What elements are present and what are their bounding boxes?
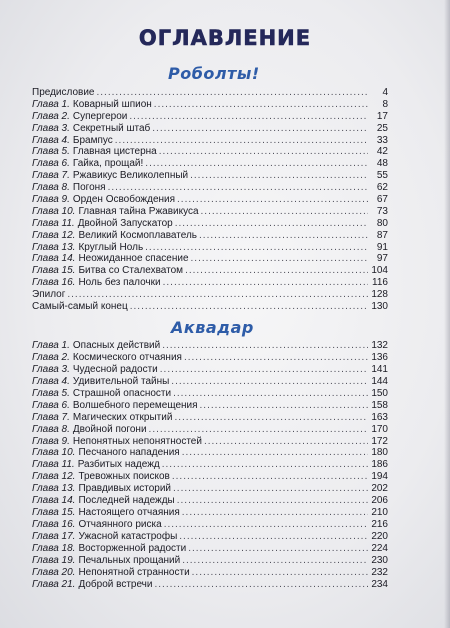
toc-entry: [32, 579, 388, 591]
toc-entry-chapter-number: Глава 2.: [32, 110, 70, 122]
toc-leader-dots: [173, 388, 368, 400]
toc-leader-dots: [129, 111, 368, 123]
toc-entry-title: [32, 567, 190, 579]
toc-entry-title: [32, 265, 183, 277]
toc-page-number: 104: [371, 265, 388, 277]
toc-entry-title: [32, 424, 147, 436]
toc-entry-name: Орден Освобождения: [72, 194, 176, 206]
toc-entry-chapter-number: Глава 7.: [32, 170, 70, 182]
toc-page-number: 194: [371, 471, 388, 483]
toc-entry-chapter-number: Глава 9.: [32, 194, 70, 206]
toc-page-number: 33: [376, 134, 388, 146]
toc-entry-name: Чудесной радости: [72, 363, 158, 375]
toc-entry: [32, 182, 388, 194]
toc-entry-title: [32, 289, 65, 301]
toc-entry: [32, 206, 388, 218]
toc-leader-dots: [115, 135, 368, 147]
toc-entry: [32, 352, 388, 364]
toc-entry-chapter-number: Глава 19.: [32, 554, 76, 566]
toc-entry: [32, 459, 388, 471]
toc-entry: [32, 289, 388, 301]
toc-leader-dots: [188, 543, 368, 555]
toc-entry: [32, 265, 388, 277]
toc-leader-dots: [152, 123, 368, 135]
toc-entry-chapter-number: Глава 5.: [32, 387, 70, 399]
toc-page-number: 220: [371, 531, 388, 542]
toc-entry: [32, 218, 388, 230]
toc-entry-name: Двойной погони: [72, 423, 147, 435]
toc-leader-dots: [159, 146, 368, 158]
toc-entry-name: Удивительной тайны: [72, 375, 170, 387]
toc-entry: [32, 277, 388, 289]
toc-entry-title: [32, 277, 161, 289]
toc-entry-chapter-number: Глава 14.: [32, 495, 76, 507]
toc-entry-name: Волшебного перемещения: [72, 399, 198, 411]
toc-page-number: 202: [371, 483, 388, 495]
toc-entry-title: [32, 400, 198, 412]
toc-entry-name: Отчаянного риска: [78, 519, 162, 531]
toc-page-number: 80: [376, 217, 388, 229]
section-title-robolts: Роболты!: [168, 64, 260, 83]
toc-entry-chapter-number: Глава 10.: [32, 447, 76, 459]
toc-leader-dots: [162, 459, 368, 471]
toc-page-number: 234: [371, 578, 388, 590]
toc-entry-title: [32, 471, 170, 483]
toc-page-number: 186: [371, 459, 388, 471]
toc-page-number: 158: [371, 399, 388, 411]
toc-entry-title: [32, 135, 113, 147]
toc-entry: [32, 447, 388, 459]
toc-leader-dots: [171, 376, 368, 388]
toc-page-number: 170: [371, 423, 388, 435]
toc-page-number: 97: [376, 253, 388, 265]
toc-page-number: 62: [376, 182, 388, 194]
toc-entry: [32, 567, 388, 579]
toc-leader-dots: [204, 436, 368, 448]
toc-entry: [32, 412, 388, 424]
toc-entry: [32, 436, 388, 448]
toc-entry-title: [32, 182, 106, 194]
toc-entry: [32, 242, 388, 254]
toc-entry-name: Коварный шпион: [72, 98, 152, 110]
toc-leader-dots: [182, 507, 368, 519]
toc-entry-title: [32, 388, 171, 400]
toc-leader-dots: [108, 182, 368, 194]
toc-entry-title: [32, 194, 175, 206]
toc-entry-name: Самый-самый конец: [32, 301, 128, 313]
toc-page-number: 17: [376, 110, 388, 122]
toc-entry-name: Главная цистерна: [72, 146, 157, 158]
toc-page-number: 180: [371, 447, 388, 459]
section-title-akvadar: Аквадар: [171, 318, 254, 337]
toc-leader-dots: [67, 289, 368, 301]
toc-leader-dots: [154, 99, 368, 111]
toc-leader-dots: [199, 230, 368, 242]
toc-entry-title: [32, 218, 173, 230]
toc-page-number: 230: [371, 554, 388, 566]
toc-entry-chapter-number: Глава 8.: [32, 182, 70, 194]
toc-entry: [32, 364, 388, 376]
toc-entry: [32, 194, 388, 206]
toc-entry-name: Последней надежды: [78, 495, 175, 507]
toc-entry-title: [32, 495, 175, 507]
toc-entry-title: [32, 170, 188, 182]
toc-entry-chapter-number: Глава 13.: [32, 483, 76, 495]
toc-leader-dots: [145, 158, 368, 170]
toc-leader-dots: [162, 340, 368, 352]
toc-entry-name: Непонятных непонятностей: [72, 435, 202, 447]
toc-page-number: 132: [371, 340, 388, 351]
toc-page-number: 42: [376, 146, 388, 158]
toc-page-number: 136: [371, 351, 388, 363]
toc-entry-name: Магических открытий: [72, 411, 173, 423]
toc-entry: [32, 400, 388, 412]
toc-leader-dots: [177, 194, 368, 206]
toc-entry: [32, 111, 388, 123]
toc-entry-chapter-number: Глава 7.: [32, 411, 70, 423]
toc-page-number: 172: [371, 435, 388, 447]
toc-page-number: 210: [371, 507, 388, 519]
toc-leader-dots: [145, 242, 368, 254]
toc-entry-name: Ноль без палочки: [78, 277, 161, 289]
toc-entry-name: Круглый Ноль: [78, 241, 144, 253]
toc-entry: [32, 376, 388, 388]
toc-entry-name: Непонятной странности: [78, 566, 190, 578]
toc-entry-chapter-number: Глава 4.: [32, 375, 70, 387]
toc-entry-title: [32, 459, 160, 471]
toc-page-number: 141: [371, 363, 388, 375]
toc-page-number: 8: [382, 98, 388, 110]
toc-entry: [32, 483, 388, 495]
toc-leader-dots: [130, 301, 368, 313]
toc-entry-chapter-number: Глава 6.: [32, 399, 70, 411]
toc-entry-title: [32, 206, 199, 218]
toc-leader-dots: [182, 555, 368, 567]
toc-entry-title: [32, 555, 180, 567]
toc-entry: [32, 424, 388, 436]
toc-entry-name: Ужасной катастрофы: [78, 531, 178, 542]
toc-entry-title: [32, 447, 180, 459]
toc-entry-name: Разбитых надежд: [77, 459, 160, 471]
toc-entry: [32, 146, 388, 158]
toc-leader-dots: [200, 400, 368, 412]
toc-leader-dots: [190, 170, 368, 182]
toc-page-number: 91: [376, 241, 388, 253]
toc-entry-chapter-number: Глава 3.: [32, 363, 70, 375]
toc-entry: [32, 495, 388, 507]
toc-entry-chapter-number: Глава 10.: [32, 205, 76, 217]
toc-entry-name: Главная тайна Ржавикуса: [78, 205, 199, 217]
toc-entry: [32, 555, 388, 567]
toc-entry-chapter-number: Глава 11.: [32, 217, 75, 229]
toc-entry-chapter-number: Глава 1.: [32, 340, 70, 351]
toc-entry-chapter-number: Глава 13.: [32, 241, 76, 253]
toc-entry: [32, 340, 388, 352]
toc-entry-title: [32, 99, 152, 111]
toc-page-number: 128: [371, 289, 388, 301]
toc-page-number: 130: [371, 301, 388, 313]
toc-entry-name: Великий Космоплаватель: [78, 229, 198, 241]
toc-entry-title: [32, 301, 128, 313]
toc-page-number: 150: [371, 387, 388, 399]
toc-entry-name: Погоня: [72, 182, 106, 194]
toc-entry: [32, 471, 388, 483]
toc-entry-name: Песчаного нападения: [78, 447, 180, 459]
toc-entry: [32, 388, 388, 400]
toc-entry-title: [32, 146, 157, 158]
toc-entry-title: [32, 376, 169, 388]
toc-entry: [32, 170, 388, 182]
toc-leader-dots: [149, 424, 368, 436]
toc-entry-name: Доброй встречи: [78, 578, 153, 590]
toc-entry: [32, 230, 388, 242]
toc-entry-chapter-number: Глава 15.: [32, 265, 76, 277]
toc-entry-title: [32, 111, 127, 123]
toc-entry: [32, 531, 388, 543]
toc-page-number: 87: [376, 229, 388, 241]
toc-leader-dots: [201, 206, 368, 218]
toc-entry-title: [32, 352, 182, 364]
toc-leader-dots: [185, 265, 368, 277]
toc-leader-dots: [192, 567, 368, 579]
page-title: ОГЛАВЛЕНИЕ: [138, 26, 312, 50]
toc-leader-dots: [173, 483, 368, 495]
toc-entry-name: Настоящего отчаяния: [78, 507, 180, 519]
toc-entry-chapter-number: Глава 11.: [32, 459, 75, 471]
toc-entry-chapter-number: Глава 18.: [32, 542, 76, 554]
toc-entry-name: Супергерои: [72, 110, 128, 122]
toc-leader-dots: [191, 253, 368, 265]
toc-entry-name: Опасных действий: [72, 340, 161, 351]
toc-entry-name: Печальных прощаний: [78, 554, 181, 566]
toc-entry: [32, 87, 388, 99]
toc-entry-chapter-number: Глава 6.: [32, 158, 70, 170]
toc-entry: [32, 135, 388, 147]
toc-entry-title: [32, 531, 177, 543]
toc-entry-chapter-number: Глава 21.: [32, 578, 76, 590]
toc-entry-name: Секретный штаб: [72, 122, 151, 134]
toc-page-number: 73: [376, 205, 388, 217]
toc-leader-dots: [163, 277, 368, 289]
toc-entry-title: [32, 364, 158, 376]
toc-list-robolts: [32, 87, 388, 313]
toc-entry-name: Космического отчаяния: [72, 351, 182, 363]
toc-entry: [32, 301, 388, 313]
toc-entry-name: Предисловие: [32, 87, 95, 98]
toc-leader-dots: [96, 87, 368, 99]
toc-entry-name: Эпилог: [32, 289, 66, 301]
toc-entry-name: Неожиданное спасение: [78, 253, 189, 265]
toc-entry-title: [32, 230, 197, 242]
toc-entry-name: Тревожных поисков: [78, 471, 170, 483]
toc-page-number: 116: [372, 277, 388, 289]
toc-entry-name: Гайка, прощай!: [72, 158, 144, 170]
toc-entry-chapter-number: Глава 1.: [32, 98, 70, 110]
toc-page-number: 67: [376, 194, 388, 206]
toc-entry: [32, 253, 388, 265]
toc-entry-chapter-number: Глава 4.: [32, 134, 70, 146]
toc-entry-name: Восторженной радости: [78, 542, 187, 554]
toc-entry-title: [32, 543, 186, 555]
toc-leader-dots: [182, 447, 368, 459]
toc-leader-dots: [175, 218, 368, 230]
toc-page-number: 144: [371, 375, 388, 387]
toc-leader-dots: [164, 519, 368, 531]
toc-entry-chapter-number: Глава 9.: [32, 435, 70, 447]
toc-entry: [32, 519, 388, 531]
toc-page-number: 216: [371, 519, 388, 531]
toc-entry-title: [32, 519, 162, 531]
toc-entry-title: [32, 412, 172, 424]
toc-entry-name: Брампус: [72, 134, 113, 146]
toc-entry-title: [32, 87, 94, 99]
toc-entry-title: [32, 158, 143, 170]
toc-entry-title: [32, 242, 143, 254]
toc-entry-name: Страшной опасности: [72, 387, 172, 399]
page-edge-shadow: [444, 0, 450, 628]
toc-leader-dots: [174, 412, 368, 424]
toc-entry-title: [32, 483, 171, 495]
toc-page-number: 224: [371, 542, 388, 554]
toc-entry: [32, 543, 388, 555]
toc-page-number: 4: [382, 87, 388, 98]
toc-entry-chapter-number: Глава 12.: [32, 229, 76, 241]
toc-entry-title: [32, 507, 180, 519]
toc-entry: [32, 507, 388, 519]
toc-page-number: 55: [376, 170, 388, 182]
toc-entry-chapter-number: Глава 15.: [32, 507, 76, 519]
toc-entry-chapter-number: Глава 17.: [32, 531, 76, 542]
toc-list-akvadar: [32, 340, 388, 591]
toc-entry-chapter-number: Глава 2.: [32, 351, 70, 363]
toc-page-number: 48: [376, 158, 388, 170]
toc-leader-dots: [154, 579, 368, 591]
toc-page-number: 25: [376, 122, 388, 134]
toc-entry-title: [32, 579, 152, 591]
toc-entry-title: [32, 253, 189, 265]
toc-entry-name: Правдивых историй: [78, 483, 172, 495]
toc-entry: [32, 99, 388, 111]
toc-entry-chapter-number: Глава 5.: [32, 146, 70, 158]
toc-entry-title: [32, 436, 202, 448]
toc-entry-chapter-number: Глава 8.: [32, 423, 70, 435]
toc-leader-dots: [172, 471, 368, 483]
toc-entry-title: [32, 340, 160, 352]
toc-entry-chapter-number: Глава 20.: [32, 566, 76, 578]
toc-entry-name: Ржавикус Великолепный: [72, 170, 189, 182]
toc-entry-chapter-number: Глава 14.: [32, 253, 76, 265]
toc-leader-dots: [160, 364, 368, 376]
toc-entry-title: [32, 123, 150, 135]
toc-entry-chapter-number: Глава 16.: [32, 277, 76, 289]
toc-entry-chapter-number: Глава 12.: [32, 471, 76, 483]
toc-entry: [32, 158, 388, 170]
toc-entry-chapter-number: Глава 3.: [32, 122, 70, 134]
toc-leader-dots: [179, 531, 368, 543]
toc-page-number: 163: [371, 411, 388, 423]
toc-entry: [32, 123, 388, 135]
toc-page-number: 206: [371, 495, 388, 507]
toc-page-number: 232: [371, 566, 388, 578]
toc-entry-name: Двойной Запускатор: [77, 217, 173, 229]
toc-entry-chapter-number: Глава 16.: [32, 519, 76, 531]
toc-leader-dots: [177, 495, 368, 507]
toc-leader-dots: [184, 352, 368, 364]
toc-entry-name: Битва со Сталехватом: [78, 265, 184, 277]
